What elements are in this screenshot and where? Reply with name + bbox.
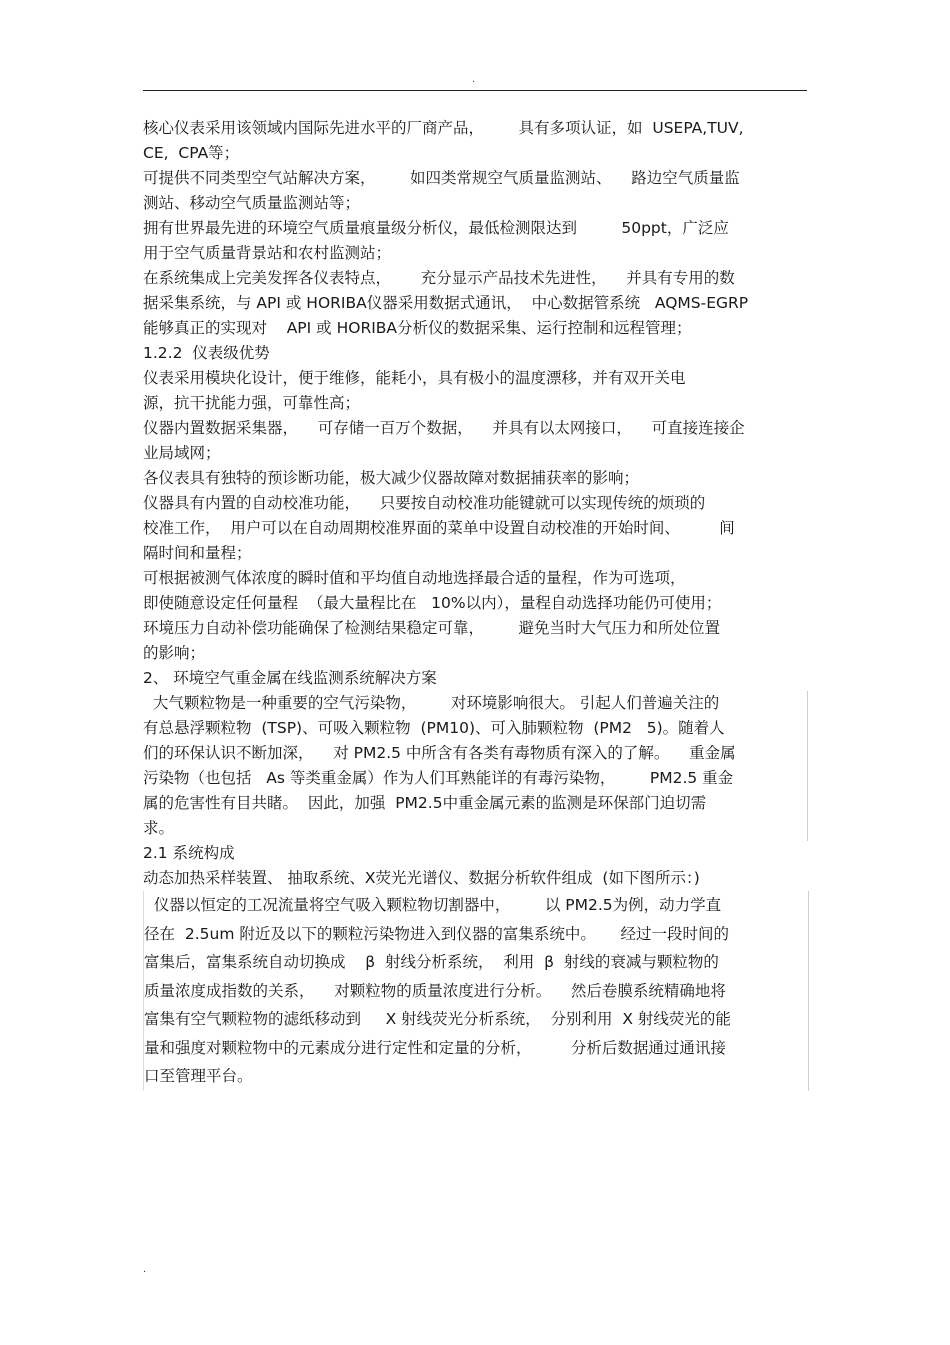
text-line: 隔时间和量程； xyxy=(143,544,252,562)
text-line: 的影响； xyxy=(143,644,206,662)
text-line: 即使随意设定任何量程 （最大量程比在 10%以内），量程自动选择功能仍可使用； xyxy=(143,594,722,612)
section-system-composition xyxy=(143,841,823,891)
text-line: 口至管理平台。 xyxy=(144,1067,253,1085)
text-line: 源，抗干扰能力强，可靠性高； xyxy=(143,394,361,412)
text-line: 仪器内置数据采集器， 可存储一百万个数据， 并具有以太网接口， 可直接连接企 xyxy=(143,419,745,437)
text-line: 业局域网； xyxy=(143,444,221,462)
document-body xyxy=(143,116,823,1091)
text-line: 仪器以恒定的工况流量将空气吸入颗粒物切割器中， 以 PM2.5为例，动力学直 xyxy=(144,896,722,914)
text-line: 质量浓度成指数的关系， 对颗粒物的质量浓度进行分析。 然后卷膜系统精确地将 xyxy=(144,981,726,1000)
text-line: 求。 xyxy=(143,819,175,837)
text-line: 校准工作， 用户可以在自动周期校准界面的菜单中设置自动校准的开始时间、 间 xyxy=(143,519,735,537)
text-line: 有总悬浮颗粒物 (TSP)、可吸入颗粒物 (PM10)、可入肺颗粒物 (PM2 5)。随着人 xyxy=(143,719,725,737)
text-line: 核心仪表采用该领域内国际先进水平的厂商产品， 具有多项认证，如 USEPA,TUV, xyxy=(143,119,744,137)
text-line: 测站、移动空气质量监测站等； xyxy=(143,194,361,212)
text-line: CE, CPA等； xyxy=(143,144,240,162)
text-line: 们的环保认识不断加深， 对 PM2.5 中所含有各类有毒物质有深入的了解。 重金属 xyxy=(143,744,736,762)
text-line: 据采集系统，与 API 或 HORIBA仪器采用数据式通讯， 中心数据管系统 AQMS-EGRP xyxy=(143,294,749,312)
header-rule xyxy=(143,90,807,91)
text-line: 富集后，富集系统自动切换成 β 射线分析系统， 利用 β 射线的衰减与颗粒物的 xyxy=(144,953,719,971)
text-line: 仪器具有内置的自动校准功能， 只要按自动校准功能键就可以实现传统的烦琐的 xyxy=(143,494,706,512)
text-line: 能够真正的实现对 API 或 HORIBA分析仪的数据采集、运行控制和远程管理； xyxy=(143,319,692,337)
text-line: 富集有空气颗粒物的滤纸移动到 X 射线荧光分析系统， 分别利用 X 射线荧光的能 xyxy=(144,1010,731,1028)
text-line: 径在 2.5um 附近及以下的颗粒污染物进入到仪器的富集系统中。 经过一段时间的 xyxy=(144,924,729,943)
header-mark: . xyxy=(472,74,476,85)
section-instrument-advantages xyxy=(143,116,823,691)
text-line: 各仪表具有独特的预诊断功能，极大减少仪器故障对数据捕获率的影响； xyxy=(143,469,640,487)
text-line: 拥有世界最先进的环境空气质量痕量级分析仪，最低检测限达到 50ppt，广泛应 xyxy=(143,219,729,237)
text-line: 环境压力自动补偿功能确保了检测结果稳定可靠， 避免当时大气压力和所处位置 xyxy=(143,619,720,637)
text-line: 2、 环境空气重金属在线监测系统解决方案 xyxy=(143,669,437,687)
text-line: 量和强度对颗粒物中的元素成分进行定性和定量的分析， 分析后数据通过通讯接 xyxy=(144,1038,726,1057)
text-line: 大气颗粒物是一种重要的空气污染物， 对环境影响很大。 引起人们普遍关注的 xyxy=(143,694,720,712)
text-line: 可根据被测气体浓度的瞬时值和平均值自动地选择最合适的量程，作为可选项， xyxy=(143,569,686,587)
text-line: 仪表采用模块化设计，便于维修，能耗小，具有极小的温度漂移，并有双开关电 xyxy=(143,369,686,387)
text-line: 2.1 系统构成 xyxy=(143,844,235,862)
text-line: 用于空气质量背景站和农村监测站； xyxy=(143,244,392,262)
section-heavy-metal-intro xyxy=(143,691,808,841)
text-line: 动态加热采样装置、 抽取系统、X荧光光谱仪、数据分析软件组成 (如下图所示：) xyxy=(143,869,700,887)
footer-mark: . xyxy=(143,1264,147,1275)
text-line: 属的危害性有目共睹。 因此，加强 PM2.5中重金属元素的监测是环保部门迫切需 xyxy=(143,794,707,812)
text-line: 污染物（也包括 As 等类重金属）作为人们耳熟能详的有毒污染物， PM2.5 重金 xyxy=(143,769,734,787)
text-line: 1.2.2 仪表级优势 xyxy=(143,344,270,362)
section-system-description xyxy=(143,891,809,1091)
text-line: 可提供不同类型空气站解决方案， 如四类常规空气质量监测站、 路边空气质量监 xyxy=(143,169,740,187)
text-line: 在系统集成上完美发挥各仪表特点， 充分显示产品技术先进性， 并具有专用的数 xyxy=(143,269,735,287)
